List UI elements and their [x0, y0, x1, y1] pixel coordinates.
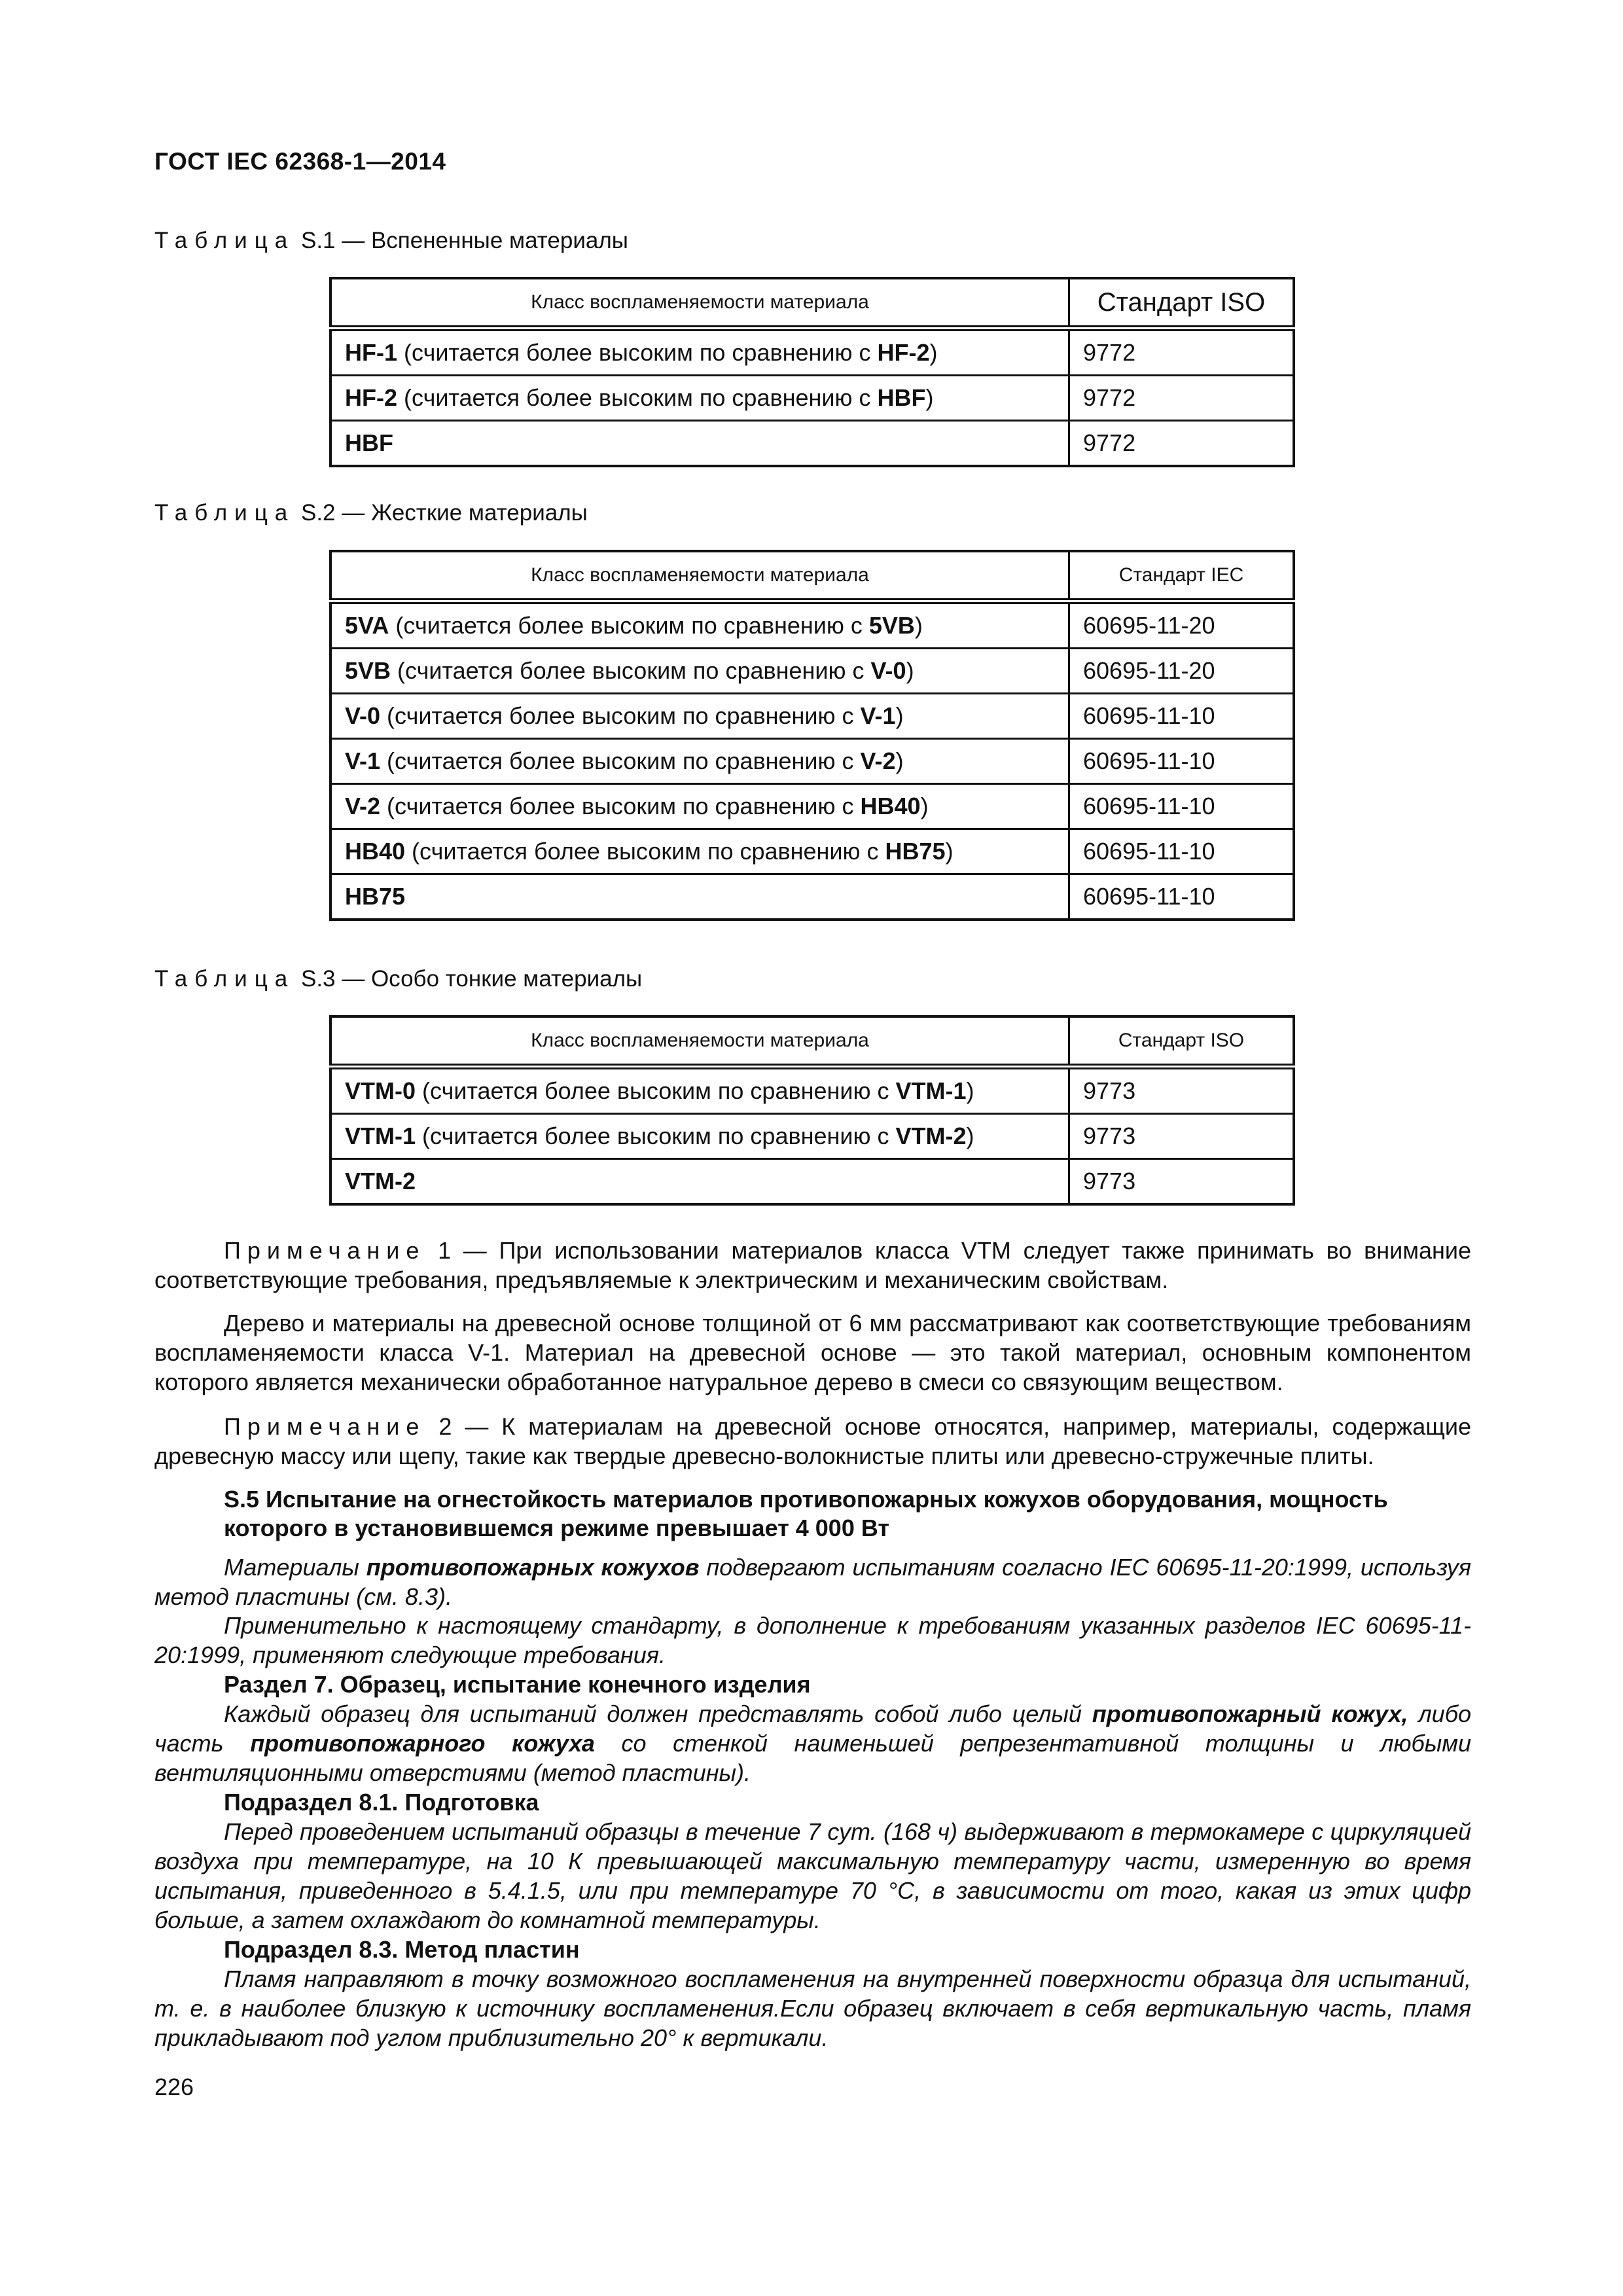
table-row [330, 649, 1294, 694]
document-header: ГОСТ IEC 62368-1—2014 [154, 148, 446, 175]
class-cell: 5VA (считается более высоким по сравнению с 5VB) [330, 601, 1069, 649]
table-s2 [329, 550, 1295, 921]
standard-cell: 60695-11-10 [1069, 784, 1294, 829]
caption-word: Таблица [154, 228, 295, 253]
caption-word: Таблица [154, 966, 295, 992]
column-header-standard: Стандарт ISO [1069, 278, 1294, 329]
column-header-class: Класс воспламеняемости материала [330, 1016, 1069, 1067]
column-header-standard: Стандарт IEC [1069, 551, 1294, 601]
standard-cell: 60695-11-10 [1069, 694, 1294, 739]
standard-cell: 9773 [1069, 1114, 1294, 1159]
column-header-standard: Стандарт ISO [1069, 1016, 1294, 1067]
class-cell: VTM-2 [330, 1159, 1069, 1205]
section-paragraph-3: Каждый образец для испытаний должен представлять собой либо целый противопожарный кожух, либо часть противопожарного кожуха со стенкой наименьшей репрезентативной толщины и любыми вентиляционными отверстиями (метод пластины). [154, 1700, 1471, 1786]
standard-cell: 60695-11-10 [1069, 739, 1294, 784]
table-caption-s1 [154, 228, 628, 254]
class-cell: V-1 (считается более высоким по сравнению с V-2) [330, 739, 1069, 784]
standard-cell: 60695-11-10 [1069, 829, 1294, 874]
table-s1 [329, 277, 1295, 467]
section-paragraph-2: Применительно к настоящему стандарту, в дополнение к требованиям указанных разделов IEC 60695-11-20:1999, применяют следующие требования. [154, 1612, 1471, 1668]
table-row [330, 829, 1294, 874]
class-cell: HBF [330, 421, 1069, 467]
table-row [330, 329, 1294, 376]
page-number: 226 [154, 2073, 194, 2100]
table-header-row [330, 278, 1294, 329]
caption-text: S.1 — Вспененные материалы [300, 228, 628, 253]
column-header-class: Класс воспламеняемости материала [330, 551, 1069, 601]
note-1 [154, 1236, 1471, 1295]
section-paragraph-1: Материалы противопожарных кожухов подвергают испытаниям согласно IEC 60695-11-20:1999, используя метод пластины (см. 8.3). [154, 1554, 1471, 1610]
table-row [330, 1159, 1294, 1205]
caption-word: Таблица [154, 500, 295, 526]
table-row [330, 376, 1294, 421]
table-row [330, 739, 1294, 784]
note-label: Примечание [224, 1237, 426, 1264]
class-cell: VTM-1 (считается более высоким по сравнению с VTM-2) [330, 1114, 1069, 1159]
standard-cell: 9772 [1069, 421, 1294, 467]
column-header-class: Класс воспламеняемости материала [330, 278, 1069, 329]
class-cell: HB40 (считается более высоким по сравнению с HB75) [330, 829, 1069, 874]
note-text: 1 — При использовании материалов класса VTM следует также принимать во внимание соответствующие требования, предъявляемые к электрическим и механическим свойствам. [154, 1237, 1471, 1293]
class-cell: HF-1 (считается более высоким по сравнению с HF-2) [330, 329, 1069, 376]
subsection-heading-7: Раздел 7. Образец, испытание конечного изделия [224, 1671, 811, 1698]
note-text: 2 — К материалам на древесной основе относятся, например, материалы, содержащие древесную массу или щепу, такие как твердые древесно-волокнистые плиты или древесно-стружечные плиты. [154, 1413, 1471, 1469]
subsection-heading-8-3: Подраздел 8.3. Метод пластин [224, 1936, 580, 1963]
wood-paragraph: Дерево и материалы на древесной основе толщиной от 6 мм рассматривают как соответствующие требованиям воспламеняемости класса V-1. Материал на древесной основе — это такой материал, основным компонентом которого является механически обработанное натуральное дерево в смеси со связующим веществом. [154, 1310, 1471, 1395]
section-heading: S.5 Испытание на огнестойкость материалов противопожарных кожухов оборудования, мощность которого в установившемся режиме превышает 4 000 Вт [224, 1486, 1388, 1541]
table-row [330, 784, 1294, 829]
section-paragraph-5: Пламя направляют в точку возможного воспламенения на внутренней поверхности образца для испытаний, т. е. в наиболее близкую к источнику воспламенения.Если образец включает в себя вертикальную часть, пламя прикладывают под углом приблизительно 20° к вертикали. [154, 1965, 1471, 2051]
class-cell: HF-2 (считается более высоким по сравнению с HBF) [330, 376, 1069, 421]
table-s3 [329, 1015, 1295, 1206]
caption-text: S.2 — Жесткие материалы [300, 500, 588, 526]
standard-cell: 9772 [1069, 329, 1294, 376]
subsection-heading-8-1: Подраздел 8.1. Подготовка [224, 1789, 539, 1816]
standard-cell: 9773 [1069, 1159, 1294, 1205]
table-caption-s2 [154, 500, 588, 526]
table-caption-s3 [154, 966, 642, 992]
class-cell: V-2 (считается более высоким по сравнению с HB40) [330, 784, 1069, 829]
note-2 [154, 1412, 1471, 1471]
standard-cell: 60695-11-10 [1069, 874, 1294, 920]
table-header-row [330, 1016, 1294, 1067]
table-row [330, 1067, 1294, 1114]
class-cell: 5VB (считается более высоким по сравнению с V-0) [330, 649, 1069, 694]
table-row [330, 601, 1294, 649]
standard-cell: 9772 [1069, 376, 1294, 421]
caption-text: S.3 — Особо тонкие материалы [300, 966, 643, 992]
section-paragraph-4: Перед проведением испытаний образцы в течение 7 сут. (168 ч) выдерживают в термокамере с циркуляцией воздуха при температуре, на 10 К превышающей максимальную температуру части, измеренную во время испытания, приведенного в 5.4.1.5, или при температуре 70 °С, в зависимости от того, какая из этих цифр больше, а затем охлаждают до комнатной температуры. [154, 1818, 1471, 1933]
table-row [330, 874, 1294, 920]
note-label: Примечание [224, 1413, 426, 1440]
table-header-row [330, 551, 1294, 601]
table-row [330, 421, 1294, 467]
standard-cell: 9773 [1069, 1067, 1294, 1114]
table-row [330, 1114, 1294, 1159]
standard-cell: 60695-11-20 [1069, 601, 1294, 649]
class-cell: HB75 [330, 874, 1069, 920]
class-cell: V-0 (считается более высоким по сравнению с V-1) [330, 694, 1069, 739]
class-cell: VTM-0 (считается более высоким по сравнению с VTM-1) [330, 1067, 1069, 1114]
standard-cell: 60695-11-20 [1069, 649, 1294, 694]
table-row [330, 694, 1294, 739]
